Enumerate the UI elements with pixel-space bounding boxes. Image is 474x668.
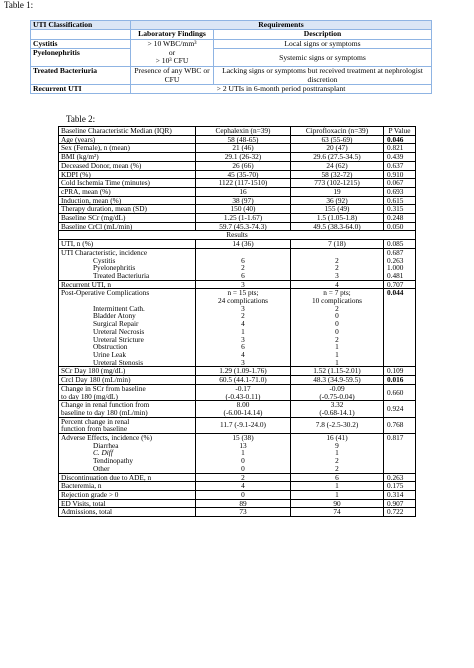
cephalexin-value: 1122 (117-1510): [196, 179, 291, 188]
cephalexin-value: 3: [196, 336, 291, 344]
ciprofloxacin-value: 0: [291, 312, 384, 320]
p-value: 0.821: [384, 144, 416, 153]
t1-lab-findings: > 10 WBC/mm³ or > 10³ CFU: [131, 39, 214, 66]
p-value: 0.481: [384, 272, 416, 280]
cephalexin-value: 58 (48-65): [196, 135, 291, 144]
row-label: Bacteremia, n: [59, 482, 196, 491]
cephalexin-value: 73: [196, 508, 291, 517]
cephalexin-value: -0.17 (-0.43-0.11): [196, 384, 291, 400]
ciprofloxacin-value: 155 (49): [291, 205, 384, 214]
p-value: 0.907: [384, 499, 416, 508]
ciprofloxacin-value: 3: [291, 272, 384, 280]
ciprofloxacin-value: 1: [291, 343, 384, 351]
p-value: 0.263: [384, 473, 416, 482]
table-row: [59, 401, 416, 417]
table-row: [59, 214, 416, 223]
cephalexin-value: 60.5 (44.1-71.0): [196, 376, 291, 385]
ciprofloxacin-value: n = 7 pts; 10 complications: [291, 289, 384, 305]
header-characteristic: Baseline Characteristic Median (IQR): [59, 127, 196, 136]
ciprofloxacin-value: 1.5 (1.05-1.8): [291, 214, 384, 223]
sub-row-label: Bladder Atony: [59, 312, 196, 320]
ciprofloxacin-value: 24 (62): [291, 161, 384, 170]
cephalexin-value: 2: [196, 264, 291, 272]
p-value: 0.175: [384, 482, 416, 491]
table-row: [59, 272, 416, 280]
cephalexin-value: 13: [196, 442, 291, 450]
ciprofloxacin-value: 3.32 (-0.68-14.1): [291, 401, 384, 417]
table-row: [59, 187, 416, 196]
cephalexin-value: 3: [196, 280, 291, 289]
p-value: 0.109: [384, 367, 416, 376]
p-value: 0.050: [384, 222, 416, 231]
header-ciprofloxacin: Ciprofloxacin (n=39): [291, 127, 384, 136]
row-label: Crcl Day 180 (mL/min): [59, 376, 196, 385]
table-row: [59, 465, 416, 473]
p-value: 0.910: [384, 170, 416, 179]
outcomes-table: [58, 126, 416, 517]
ciprofloxacin-value: 90: [291, 499, 384, 508]
ciprofloxacin-value: 29.6 (27.5-34.5): [291, 153, 384, 162]
t1-treated-desc: Lacking signs or symptoms but received treatment at nephrologist discretion: [214, 67, 432, 85]
cephalexin-value: 6: [196, 257, 291, 265]
p-value: 0.660: [384, 384, 416, 400]
row-label: KDPI (%): [59, 170, 196, 179]
sub-row-label: Ureteral Necrosis: [59, 328, 196, 336]
row-label: UTI, n (%): [59, 240, 196, 249]
sub-row-label: Other: [59, 465, 196, 473]
cephalexin-value: 89: [196, 499, 291, 508]
sub-row-label: Urine Leak: [59, 351, 196, 359]
row-label: Deceased Donor, mean (%): [59, 161, 196, 170]
cephalexin-value: 8.00 (-6.00-14.14): [196, 401, 291, 417]
row-label: Discontinuation due to ADE, n: [59, 473, 196, 482]
sub-row-label: Pyelonephritis: [59, 264, 196, 272]
ciprofloxacin-value: 2: [291, 457, 384, 465]
row-label: SCr Day 180 (mg/dL): [59, 367, 196, 376]
p-value: 0.637: [384, 161, 416, 170]
t1-header-requirements: Requirements: [131, 21, 432, 30]
p-value: 0.263: [384, 257, 416, 265]
p-value: 0.016: [384, 376, 416, 385]
p-value: 0.248: [384, 214, 416, 223]
ciprofloxacin-value: 19: [291, 187, 384, 196]
cephalexin-value: n = 15 pts; 24 complications: [196, 289, 291, 305]
cephalexin-value: 3: [196, 305, 291, 313]
cephalexin-value: 6: [196, 272, 291, 280]
t1-treated: Treated Bacteriuria: [31, 67, 131, 85]
ciprofloxacin-value: 6: [291, 473, 384, 482]
t1-pyelo-desc: Systemic signs or symptoms: [214, 49, 432, 67]
p-value: 1.000: [384, 264, 416, 272]
ciprofloxacin-value: 2: [291, 264, 384, 272]
table-row: [59, 417, 416, 433]
p-value: 0.722: [384, 508, 416, 517]
ciprofloxacin-value: 16 (41): [291, 434, 384, 442]
cephalexin-value: 29.1 (26-32): [196, 153, 291, 162]
ciprofloxacin-value: 58 (32-72): [291, 170, 384, 179]
sub-row-label: Cystitis: [59, 257, 196, 265]
cephalexin-value: 6: [196, 343, 291, 351]
p-value: 0.924: [384, 401, 416, 417]
p-value: 0.615: [384, 196, 416, 205]
row-label: Sex (Female), n (mean): [59, 144, 196, 153]
t1-cystitis-desc: Local signs or symptoms: [214, 39, 432, 48]
row-label: Induction, mean (%): [59, 196, 196, 205]
cephalexin-value: 3: [196, 359, 291, 367]
ciprofloxacin-value: 1: [291, 359, 384, 367]
row-label: UTI Characteristic, incidence: [59, 248, 196, 256]
cephalexin-value: 59.7 (45.3-74.3): [196, 222, 291, 231]
sub-row-label: Surgical Repair: [59, 320, 196, 328]
row-label: Therapy duration, mean (SD): [59, 205, 196, 214]
p-value: 0.693: [384, 187, 416, 196]
row-label: BMI (kg/m²): [59, 153, 196, 162]
row-label: cPRA, mean (%): [59, 187, 196, 196]
ciprofloxacin-value: 773 (102-1215): [291, 179, 384, 188]
cephalexin-value: 11.7 (-9.1-24.0): [196, 417, 291, 433]
row-label: Baseline SCr (mg/dL): [59, 214, 196, 223]
table-row: [59, 473, 416, 482]
p-value: 0.687: [384, 248, 416, 256]
cephalexin-value: 1: [196, 449, 291, 457]
sub-row-label: Treated Bacteriuria: [59, 272, 196, 280]
p-value: 0.768: [384, 417, 416, 433]
p-value: 0.044: [384, 289, 416, 305]
row-label: Rejection grade > 0: [59, 490, 196, 499]
sub-row-label: Ureteral Stenosis: [59, 359, 196, 367]
ciprofloxacin-value: 1: [291, 490, 384, 499]
table-row: [59, 457, 416, 465]
cephalexin-value: 0: [196, 490, 291, 499]
table-row: [59, 179, 416, 188]
ciprofloxacin-value: 7 (18): [291, 240, 384, 249]
ciprofloxacin-value: -0.09 (-0.75-0.04): [291, 384, 384, 400]
cephalexin-value: 150 (40): [196, 205, 291, 214]
sub-row-label: Tendinopathy: [59, 457, 196, 465]
cephalexin-value: 1.29 (1.09-1.76): [196, 367, 291, 376]
ciprofloxacin-value: 48.3 (34.9-59.5): [291, 376, 384, 385]
p-value: 0.067: [384, 179, 416, 188]
ciprofloxacin-value: 20 (47): [291, 144, 384, 153]
cephalexin-value: 4: [196, 482, 291, 491]
table-row: [59, 127, 416, 136]
p-value: 0.707: [384, 280, 416, 289]
ciprofloxacin-value: 1: [291, 449, 384, 457]
t1-sub-desc: Description: [214, 30, 432, 39]
ciprofloxacin-value: 49.5 (38.3-64.0): [291, 222, 384, 231]
p-value: 0.046: [384, 135, 416, 144]
row-label: Post-Operative Complications: [59, 289, 196, 305]
p-value: 0.439: [384, 153, 416, 162]
cephalexin-value: 26 (66): [196, 161, 291, 170]
cephalexin-value: 21 (46): [196, 144, 291, 153]
row-label: Adverse Effects, incidence (%): [59, 434, 196, 442]
ciprofloxacin-value: 36 (92): [291, 196, 384, 205]
header-p-value: P Value: [384, 127, 416, 136]
t1-treated-lab: Presence of any WBC or CFU: [131, 67, 214, 85]
sub-row-label: C. Diff: [59, 449, 196, 457]
sub-row-label: Diarrhea: [59, 442, 196, 450]
cephalexin-value: 4: [196, 320, 291, 328]
row-label: Admissions, total: [59, 508, 196, 517]
row-label: ED Visits, total: [59, 499, 196, 508]
t1-recurrent-desc: > 2 UTIs in 6-month period posttransplant: [131, 85, 432, 94]
t1-recurrent: Recurrent UTI: [31, 85, 131, 94]
table-row: [59, 490, 416, 499]
table-row: [59, 376, 416, 385]
results-header: Results: [59, 231, 416, 240]
ciprofloxacin-value: 74: [291, 508, 384, 517]
ciprofloxacin-value: 9: [291, 442, 384, 450]
ciprofloxacin-value: 1.52 (1.15-2.01): [291, 367, 384, 376]
t1-header-classification: UTI Classification: [31, 21, 131, 30]
table-row: [59, 508, 416, 517]
cephalexin-value: 15 (38): [196, 434, 291, 442]
cephalexin-value: 4: [196, 351, 291, 359]
sub-row-label: Obstruction: [59, 343, 196, 351]
cephalexin-value: 38 (97): [196, 196, 291, 205]
cephalexin-value: 0: [196, 457, 291, 465]
t1-pyelo: Pyelonephritis: [31, 49, 131, 67]
t1-sub-lab: Laboratory Findings: [131, 30, 214, 39]
sub-row-label: Ureteral Stricture: [59, 336, 196, 344]
cephalexin-value: 1.25 (1-1.67): [196, 214, 291, 223]
row-label: Change in SCr from baseline to day 180 (mg/dL): [59, 384, 196, 400]
cephalexin-value: 45 (35-70): [196, 170, 291, 179]
cephalexin-value: 14 (36): [196, 240, 291, 249]
ciprofloxacin-value: 2: [291, 305, 384, 313]
p-value: 0.085: [384, 240, 416, 249]
row-label: Age (years): [59, 135, 196, 144]
cephalexin-value: 1: [196, 328, 291, 336]
ciprofloxacin-value: 2: [291, 336, 384, 344]
row-label: Percent change in renal function from baseline: [59, 417, 196, 433]
p-value: 0.315: [384, 205, 416, 214]
ciprofloxacin-value: 63 (55-69): [291, 135, 384, 144]
table2-caption: Table 2:: [66, 114, 96, 124]
row-label: Change in renal function from baseline to day 180 (mL/min): [59, 401, 196, 417]
cephalexin-value: 0: [196, 465, 291, 473]
row-label: Cold Ischemia Time (minutes): [59, 179, 196, 188]
table1-caption: Table 1:: [4, 0, 34, 10]
ciprofloxacin-value: 2: [291, 465, 384, 473]
p-value: 0.817: [384, 434, 416, 442]
row-label: Recurrent UTI, n: [59, 280, 196, 289]
p-value: 0.314: [384, 490, 416, 499]
t1-cystitis: Cystitis: [31, 39, 131, 48]
table-row: [59, 384, 416, 400]
table-row: [59, 161, 416, 170]
table-row: [59, 499, 416, 508]
cephalexin-value: 16: [196, 187, 291, 196]
row-label: Baseline CrCl (mL/min): [59, 222, 196, 231]
ciprofloxacin-value: 0: [291, 328, 384, 336]
cephalexin-value: 2: [196, 312, 291, 320]
table-row: [59, 289, 416, 305]
header-cephalexin: Cephalexin (n=39): [196, 127, 291, 136]
uti-classification-table: [30, 20, 432, 94]
ciprofloxacin-value: 4: [291, 280, 384, 289]
ciprofloxacin-value: 2: [291, 257, 384, 265]
sub-row-label: Intermittent Cath.: [59, 305, 196, 313]
table-row: [59, 153, 416, 162]
ciprofloxacin-value: 0: [291, 320, 384, 328]
ciprofloxacin-value: 1: [291, 351, 384, 359]
ciprofloxacin-value: 7.8 (-2.5-30.2): [291, 417, 384, 433]
ciprofloxacin-value: 1: [291, 482, 384, 491]
cephalexin-value: 2: [196, 473, 291, 482]
